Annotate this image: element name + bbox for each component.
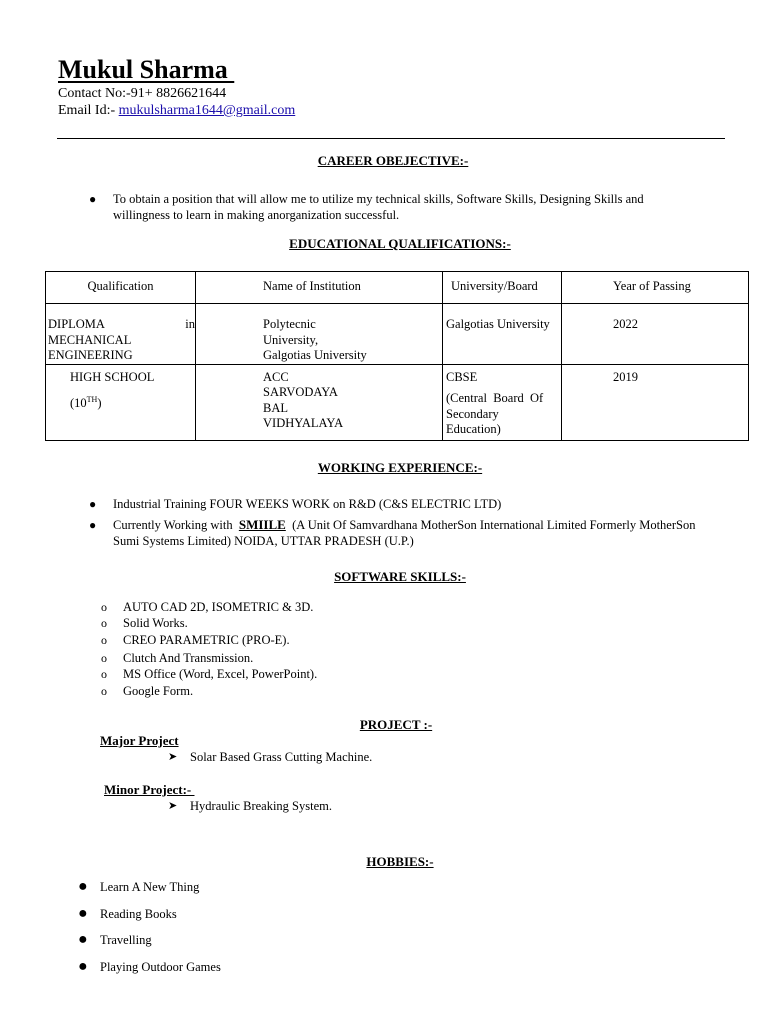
table-header-row [46, 272, 749, 304]
work-text: Currently Working with [113, 518, 236, 532]
list-item [78, 907, 378, 925]
bullet-icon: ● [89, 518, 97, 532]
institution-line: Polytecnic [263, 317, 316, 331]
contact-number: Contact No:-91+ 8826621644 [58, 86, 227, 101]
institution-cell [196, 365, 442, 432]
board-text: CBSE [446, 369, 478, 384]
board-text: (Central Board Of [446, 391, 544, 405]
work-item-current [113, 517, 758, 533]
institution-line: VIDHYALAYA [263, 416, 344, 430]
table-row [46, 304, 749, 365]
column-header: Name of Institution [263, 279, 361, 293]
board-cell: Galgotias University [446, 317, 550, 331]
qualification-cell [46, 365, 195, 412]
email-line [58, 103, 295, 119]
board-text: Secondary [446, 406, 499, 421]
company-name: SMIILE [238, 517, 286, 532]
candidate-name: Mukul Sharma [58, 55, 235, 84]
work-heading: WORKING EXPERIENCE:- [317, 460, 483, 475]
career-objective-heading: CAREER OBEJECTIVE:- [317, 153, 469, 168]
work-text: (A Unit Of Samvardhana MotherSon International Limited Formerly MotherSon [285, 518, 696, 532]
header-divider [57, 138, 725, 139]
list-item [78, 933, 378, 951]
list-item [78, 960, 378, 978]
column-header: University/Board [451, 279, 538, 293]
qualification-text: ENGINEERING [48, 348, 133, 362]
work-item-training: Industrial Training FOUR WEEKS WORK on R&D (C&S ELECTRIC LTD) [113, 497, 502, 511]
education-heading: EDUCATIONAL QUALIFICATIONS:- [289, 236, 511, 251]
bullet-icon: ● [89, 497, 97, 511]
qualification-text: ) [97, 396, 102, 411]
circle-bullet-icon: o [101, 616, 107, 630]
bullet-icon: ● [78, 878, 88, 895]
arrow-bullet-icon: ➤ [168, 800, 178, 812]
institution-line: University, [263, 332, 319, 347]
arrow-bullet-icon: ➤ [168, 751, 178, 763]
bullet-icon: ● [89, 192, 97, 206]
minor-project-label: Minor Project:- [104, 782, 195, 797]
year-cell: 2022 [613, 317, 638, 331]
major-project-label: Major Project [100, 733, 179, 748]
email-link[interactable]: mukulsharma1644@gmail.com [118, 103, 296, 118]
major-project-item: Solar Based Grass Cutting Machine. [190, 750, 373, 764]
career-objective-text: To obtain a position that will allow me to utilize my technical skills, Software Skills, Designing Skills and willingness to learn in making anorganization successful. [113, 192, 644, 222]
year-cell: 2019 [613, 369, 638, 384]
bullet-icon: ● [78, 931, 88, 948]
qualification-text: HIGH SCHOOL [70, 369, 155, 384]
skill-label: Google Form. [123, 684, 194, 698]
circle-bullet-icon: o [101, 651, 107, 665]
circle-bullet-icon: o [101, 684, 107, 698]
work-item-current-line2: Sumi Systems Limited) NOIDA, UTTAR PRADESH (U.P.) [113, 534, 414, 548]
institution-line: Galgotias University [263, 348, 367, 362]
hobby-label: Travelling [100, 933, 152, 947]
qualification-text: (10 [70, 396, 87, 411]
skill-label: CREO PARAMETRIC (PRO-E). [123, 633, 290, 647]
list-item [78, 880, 378, 898]
hobby-label: Reading Books [100, 907, 177, 921]
board-cell [443, 365, 561, 438]
software-heading: SOFTWARE SKILLS:- [334, 569, 466, 584]
qualification-text: MECHANICAL [48, 332, 132, 347]
superscript: TH [86, 395, 98, 404]
project-heading: PROJECT :- [359, 717, 433, 732]
hobby-label: Playing Outdoor Games [100, 960, 221, 974]
hobby-label: Learn A New Thing [100, 880, 200, 894]
institution-line: SARVODAYA [263, 385, 338, 399]
email-label: Email Id:- [58, 103, 119, 118]
column-header: Qualification [87, 279, 154, 293]
hobbies-heading: HOBBIES:- [366, 854, 434, 869]
skill-label: Solid Works. [123, 616, 188, 630]
minor-project-item: Hydraulic Breaking System. [190, 799, 332, 813]
institution-cell [196, 304, 442, 364]
institution-line: BAL [263, 400, 288, 415]
skill-label: MS Office (Word, Excel, PowerPoint). [123, 667, 318, 681]
institution-line: ACC [263, 369, 289, 384]
qualification-cell [46, 304, 195, 364]
bullet-icon: ● [78, 905, 88, 922]
circle-bullet-icon: o [101, 600, 107, 614]
column-header: Year of Passing [613, 279, 691, 293]
qualification-text: in [185, 317, 195, 331]
table-row [46, 364, 749, 440]
bullet-icon: ● [78, 958, 88, 975]
board-text: Education) [446, 422, 501, 436]
education-table [45, 271, 749, 441]
circle-bullet-icon: o [101, 633, 107, 647]
skill-label: Clutch And Transmission. [123, 651, 254, 665]
circle-bullet-icon: o [101, 667, 107, 681]
skill-label: AUTO CAD 2D, ISOMETRIC & 3D. [123, 600, 314, 614]
qualification-text: DIPLOMA [48, 317, 105, 331]
